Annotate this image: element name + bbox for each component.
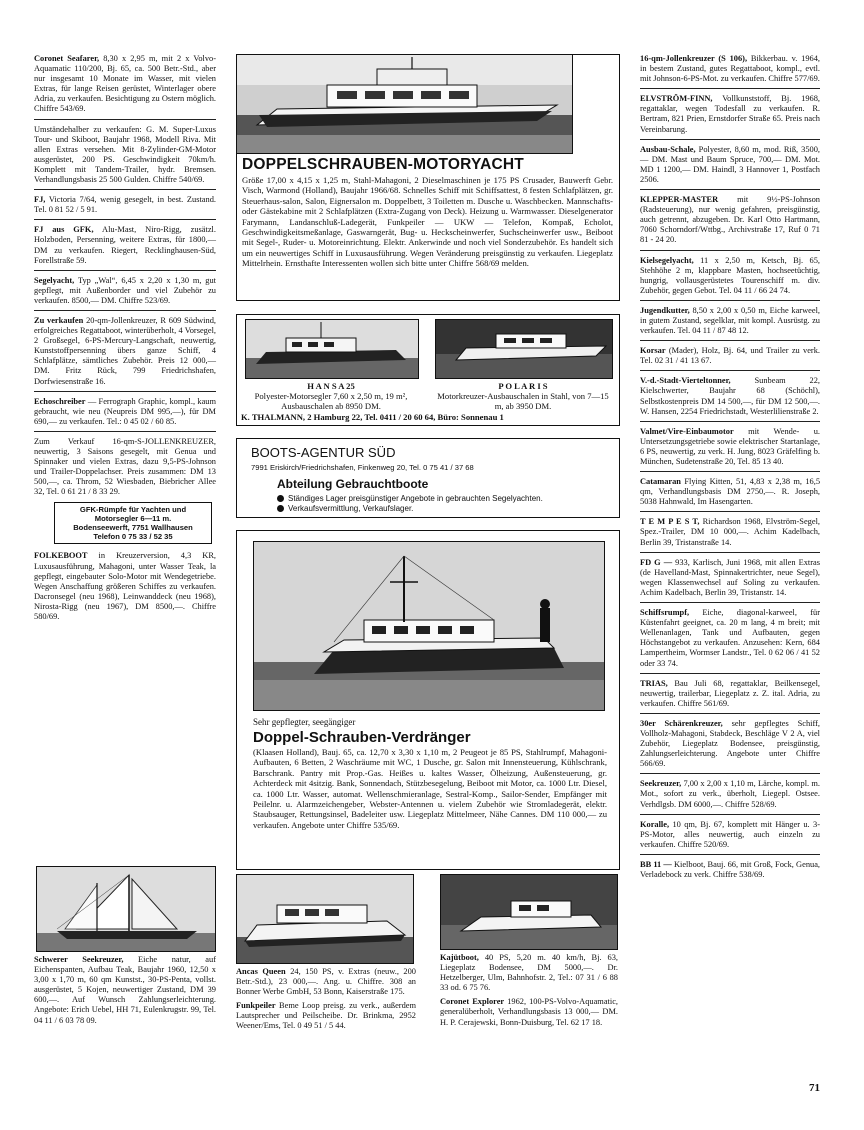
ad-divider xyxy=(34,270,216,271)
ad-divider xyxy=(640,421,820,422)
verdraenger-text: (Klaasen Holland), Bauj. 65, ca. 12,70 x 3,30 x 1,10 m, 2 Peugeot je 85 PS, Stahlrumpf, Mahagoni-Aufbauten, 6 Betten, 2 Waschräume mit WC, 1 Dusche, gr. Salon mit Innensteuerung, Kühlschrank, Barschrank. Pantry mit Prop.-Gas. Heißes u. kaltes Wasser, Ölheizung, Außensteuerung, gr. Achterdeck mit 4sitzig. Bank, Sonnendach, Stützbesegelung, Beiboot mit Motor, ca. 1000 Ltr. Diesel, ca. 1000 Ltr. Wasser, automat. Wellenschmieranlage, Sestral-Komp., Sailor-Sender, Empfänger mit Peilelnr. u. Alarmzeichengeber, Webster-Antennen u. vielem Zubehör wie Stromladegerät, elektr. Staubsauger, Rettungsinsel, Badeleiter usw. Liegeplatz Mittelmeer, Nähe Cannes. DM 110 000,— zu verkaufen. Angebote unter Chiffre 535/69. xyxy=(253,747,607,830)
boots-bullet-1 xyxy=(277,494,543,503)
coronet-explorer-body: 1962, 100-PS-Volvo-Aquamatic, generalüberholt, Verhandlungsbasis 13 000,— DM. H. P. Cerajewski, Bonn-Duisburg, Tel. 62 17 18. xyxy=(440,997,619,1027)
ad-title: Korsar xyxy=(640,346,666,356)
gfk-line1: GFK-Rümpfe für Yachten und xyxy=(79,505,187,515)
ancas-text xyxy=(236,967,416,997)
boots-bullet-2 xyxy=(277,504,413,513)
ancas-title: Ancas Queen xyxy=(236,967,286,976)
classified-ad xyxy=(34,316,216,387)
hansa-name: H A N S A 25 xyxy=(307,381,355,391)
ad-divider xyxy=(34,189,216,190)
kajuet-ad xyxy=(440,874,618,1032)
seekreuzer-title: Schwerer Seekreuzer, xyxy=(34,955,124,964)
ad-divider xyxy=(640,773,820,774)
classified-ad xyxy=(34,125,216,186)
classified-ad xyxy=(640,679,820,709)
ad-body: sehr gepflegtes Schiff, Vollholz-Mahagoni, Stabdeck, Beschläge V 2 A, viel Zubehör, Liegeplatz Bodensee, preisgünstig, Zahlungserleichterung. Angebote unter Chiffre 566/69. xyxy=(640,718,820,769)
bullet-icon xyxy=(277,505,284,512)
classified-ad xyxy=(640,719,820,769)
funkpeiler-title: Funkpeiler xyxy=(236,1001,276,1011)
ad-divider xyxy=(640,88,820,89)
ancas-body: 24, 150 PS, v. Extras (neuw., 200 Betr.-Std.), 23 000,—. Ang. u. Chiffre. 308 an Bonner Werbe GmbH, 53 Bonn, Kaiserstraße 175. xyxy=(236,967,416,997)
gfk-line2: Motorsegler 6—11 m. xyxy=(94,514,172,524)
left-ads-2 xyxy=(34,551,216,622)
gfk-line4: Telefon 0 75 33 / 52 35 xyxy=(93,532,173,542)
classified-ad xyxy=(640,860,820,880)
classified-ad xyxy=(640,517,820,547)
classified-ad xyxy=(640,195,820,245)
ad-body: mit Wende- u. Untersetzungsgetriebe sowie elektrischer Startanlage, 6 PS, neuwertig, zu verk. H. Jung, 8023 Gräfelfing b. München, Sudetenstraße 20, Tel. 85 13 40. xyxy=(640,426,820,466)
verdraenger-ad xyxy=(236,530,620,870)
classified-ad xyxy=(640,820,820,850)
ad-body: Zum Verkauf 16-qm-S-JOLLENKREUZER, neuwertig, 3 Saisons gesegelt, mit Genua und Spinnaker und vielen Extras, dazu 9,5-PS-Johnson und Trailer-Doppelachser. Preis zusammen: DM 13 500,—, ca. Throm, 52 Wiesbaden, Biebricher Allee 32, Tel. 0 61 21 / 8 33 29. xyxy=(34,436,216,497)
ad-body: 11 x 2,50 m, Ketsch, Bj. 65, Stehhöhe 2 m, klappbare Masten, hochseetüchtig, hungrig, vollausgerüstetes Tourenschiff m. div. Zubehör, gegen Gebot. Tel. 04 11 / 66 24 74. xyxy=(640,255,821,295)
ad-divider xyxy=(640,552,820,553)
classified-ad xyxy=(34,276,216,306)
verdraenger-headline: Doppel-Schrauben-Verdränger xyxy=(253,729,471,746)
ad-title: T E M P E S T, xyxy=(640,517,700,527)
ad-divider xyxy=(640,602,820,603)
left-column xyxy=(34,54,216,626)
funkpeiler-body: Beme Loop preisg. zu verk., außerdem Lautsprecher und Peilscheibe. Dr. Brinkma, 2952 Weener/Ems, Tel. 0 49 51 / 5 44. xyxy=(236,1001,417,1031)
gfk-box xyxy=(54,502,212,544)
ad-body: Alu-Mast, Niro-Rigg, zusätzl. Holzboden, Persenning, weitere Extras, für 1800,— DM zu verkaufen. Riegert, Recklinghausen-Süd, Forellstraße 59. xyxy=(34,225,216,265)
right-ads xyxy=(640,54,820,880)
classified-ad xyxy=(640,54,820,84)
boots-agentur-ad xyxy=(236,438,620,518)
ad-divider xyxy=(640,300,820,301)
motoryacht-ad xyxy=(236,54,620,301)
ad-title: BB 11 — xyxy=(640,859,672,869)
ad-title: Schiffsrumpf, xyxy=(640,608,690,618)
ad-body: Bau Juli 68, regattaklar, Beilkensegel, neuwertig, trailerbar, Liegeplatz z. Z. ital. Adria, zu verkaufen. Chiffre 561/69. xyxy=(640,678,820,708)
ad-body: Umständehalber zu verkaufen: G. M. Super-Luxus Tour- und Skiboot, Baujahr 1968, Modell Riva. Mit allen Extras versehen. Mit 8-Zylinder-GM-Motor ausgerüstet, 200 PS. Geschwindigkeit 70km/h. Komplett mit Tandem-Trailer, hydr. Bremsen. Verhandlungsbasis 25 500 Gulden. Chiffre 540/69. xyxy=(34,124,216,185)
ad-body: mit 9½-PS-Johnson (Radsteuerung), nur wenig gefahren, preisgünstig, auch getrennt, abzugeben. Dr. Karl Otto Hartmann, 7060 Schorndorf/Wttbg., Archivstraße 17, Ruf 0 71 81 - 24 20. xyxy=(640,195,820,245)
classified-ad xyxy=(34,54,216,115)
ad-title: Kielsegelyacht, xyxy=(640,255,694,265)
classified-ad xyxy=(34,225,216,265)
ad-title: TRIAS, xyxy=(640,678,668,688)
ad-title: V.-d.-Stadt-Vierteltonner, xyxy=(640,376,731,386)
classified-ad xyxy=(640,427,820,467)
coronet-explorer-text xyxy=(440,997,618,1027)
ad-divider xyxy=(34,119,216,120)
classified-ad xyxy=(640,779,820,809)
boots-title: BOOTS-AGENTUR SÜD xyxy=(251,445,396,460)
classified-ad xyxy=(34,437,216,498)
ad-title: Echoschreiber xyxy=(34,396,86,406)
classified-ad xyxy=(640,306,820,336)
classified-ad xyxy=(34,195,216,215)
classified-ad xyxy=(640,145,820,185)
seekreuzer-ad xyxy=(34,866,216,1030)
ad-title: Segelyacht, xyxy=(34,275,75,285)
polaris-text: Motorkreuzer-Ausbauschalen in Stahl, von 7—15 m, ab 3950 DM. xyxy=(437,391,609,411)
ad-body: Sunbeam 22, Kielschwerter, Baujahr 68 (Schöchl), Selbstkostenpreis DM 14 500,—, für DM 12 500,—. W. Hansen, 2254 Friedrichstadt, Westerlilienstraße 2. xyxy=(640,376,821,416)
ad-title: FJ, xyxy=(34,195,46,205)
ad-divider xyxy=(640,250,820,251)
classified-ad xyxy=(34,397,216,427)
ad-divider xyxy=(640,139,820,140)
thalmann-ad xyxy=(236,314,620,426)
boots-address: 7991 Eriskirch/Friedrichshafen, Finkenweg 20, Tel. 0 75 41 / 37 68 xyxy=(251,463,474,472)
ad-body: Typ „Wal“, 6,45 x 2,20 x 1,30 m, gut gepflegt, mit Außenborder und viel Zubehör zu verkaufen. 8500,— DM. Chiffre 523/69. xyxy=(34,275,216,305)
ad-body: Vollkunststoff, Bj. 1968, regattaklar, wegen Todesfall zu verkaufen. R. Bertram, 821 Prien, Ernstdorfer Straße 65. Preis nach Vereinbarung. xyxy=(640,94,820,134)
bullet-icon xyxy=(277,495,284,502)
ad-body: in Kreuzerversion, 4,3 KR, Luxusausführung, Mahagoni, unter Wasser Teak, la gepflegt, eingebauter Solo-Motor mit Wendegetriebe. Wegen Anschaffung größeren Schiffes zu verkaufen. Dacronsegel (neu 1968), Leinwanddeck (neu 1968), Nirosta-Rigg (neu 1967), DM 8500,—. Chiffre 580/69. xyxy=(34,551,216,622)
seekreuzer-body: Eiche natur, auf Eichenspanten, Aufbau Teak, Baujahr 1960, 12,50 x 3,00 x 1,70 m, 60 qm Kunstst., 30-PS-Penta, vollst. ausgerüstet, 5 Kojen, neuwertiger Zustand, DM 39 600,—. Auf Wunsch Zahlungserleichterung. Angebote: Erich Uebel, HH 71, Eulenkrugstr. 99, Tel. 04 11 / 6 03 78 09. xyxy=(34,955,216,1025)
verdraenger-photo xyxy=(253,541,605,711)
ad-divider xyxy=(640,370,820,371)
ad-body: Kielboot, Bauj. 66, mit Groß, Fock, Genua, Verladebock zu verk. Chiffre 538/69. xyxy=(640,859,820,879)
ad-body: 8,30 x 2,95 m, mit 2 x Volvo-Aquamatic 110/200, Bj. 65, ca. 500 Betr.-Std., aber nur insgesamt 10 Monate im Wasser, mit vielen Extras, für lange Reisen gerüstet, Winterlager obere Adria, zu verkaufen. Besichtigung zu Ostern möglich. Chiffre 543/69. xyxy=(34,54,216,114)
motoryacht-photo xyxy=(237,55,573,154)
ad-body: Eiche, diagonal-karweel, für Küstenfahrt geeignet, ca. 20 m lang, 4 m breit; mit Wellenanlagen, Tank und Aufbauten, gegen Höchstangebot zu verkaufen. Anzusehen: Kern, 684 Lampertheim, Wormser Landstr., Tel. 0 62 06 / 41 52 oder 33 74. xyxy=(640,608,820,668)
ad-body: — Ferrograph Graphic, kompl., kaum gebraucht, wie neu (Neupreis DM 995,—), für DM 690,— zu verkaufen. Tel.: 0 45 02 / 60 85. xyxy=(34,396,216,426)
hansa-photo xyxy=(245,319,419,379)
boots-subtitle: Abteilung Gebrauchtboote xyxy=(277,477,429,491)
ad-divider xyxy=(34,310,216,311)
polaris-photo xyxy=(435,319,613,379)
coronet-explorer-title: Coronet Explorer xyxy=(440,997,505,1007)
page-number: 71 xyxy=(809,1082,820,1094)
classified-ad xyxy=(640,558,820,598)
ad-body: Polyester, 8,60 m, mod. Riß, 3500,— DM. Mast und Baum Spruce, 700,— DM. Mot. MD 1 1200,— DM. Haindl, 3 Hannover 1, Postfach 2506. xyxy=(640,144,820,184)
ad-body: Flying Kitten, 51, 4,83 x 2,38 m, 16,5 qm, Verhandlungsbasis DM 2750,—. R. Joseph, 5038 Hahnwald, Im Hasengarten. xyxy=(640,477,821,507)
ad-title: Jugendkutter, xyxy=(640,305,690,315)
ad-body: 20-qm-Jollenkreuzer, R 609 Südwind, erfolgreiches Regattaboot, winterüberholt, 4 Vorsegel, 2 Großsegel, 6-PS-Mercury-Langschaft, neuwertig, Kunststoffpersenning übers ganze Schiff, 4 Schlafplätze, sämtliches Zubehör. Preis 12 000,— DM. Fritz Rück, 799 Friedrichshafen, Dorfwiesenstraße 16. xyxy=(34,315,216,386)
classified-ad xyxy=(640,477,820,507)
polaris-caption xyxy=(435,381,611,411)
ad-divider xyxy=(640,673,820,674)
ad-title: 16-qm-Jollenkreuzer (S 106), xyxy=(640,54,748,63)
ad-body: 7,00 x 2,00 x 1,10 m, Lärche, kompl. m. Mot., sofort zu verk., überholt, Liegepl. Ostsee. Verhdlgsb. DM 6000,—. Chiffre 528/69. xyxy=(640,779,821,809)
ad-body: 10 qm, Bj. 67, komplett mit Hänger u. 3-PS-Motor, alles neuwertig, auch einzeln zu verkaufen. Chiffre 520/69. xyxy=(640,819,821,849)
funkpeiler-text xyxy=(236,1001,416,1031)
seekreuzer-text xyxy=(34,955,216,1026)
ad-title: 30er Schärenkreuzer, xyxy=(640,718,723,728)
ad-divider xyxy=(34,391,216,392)
ad-divider xyxy=(640,854,820,855)
ad-divider xyxy=(640,340,820,341)
kajuet-text xyxy=(440,953,618,993)
ad-divider xyxy=(640,471,820,472)
ad-divider xyxy=(640,511,820,512)
motoryacht-text: Größe 17,00 x 4,15 x 1,25 m, Stahl-Mahagoni, 2 Dieselmaschinen je 175 PS Crusader, Bauwerft Gebr. Visch, Warmond (Holland), Baujahr 1966/68. Schnelles Schiff mit Schiffsattest, 8 festen Schlafplätzen, gr. Steuerhaus-salon, Salon, Eignersalon m. Doppelbett, 3 Toiletten m. Dusche u. Waschbecken. Mannschafts- oder Gästekabine mit 2 Schlafplätzen (Extra-Zugang von Deck). Heizung u. Warmwasser. Dieselgenerator Farymann, Landanschluß-Ladegerät, Funkpeiler — UKW — Telefon, Kompaß, Echolot, Geschwindigkeitsmeßanlage, Gaswarngerät, Bug- u. Heckscheinwerfer, Suchscheinwerfer usw., Beiboot mit Segel-, Ruder- u. Motoreinrichtung. Elektr. Ankerwinde und noch viel Sonderzubehör. Es handelt sich um ein neuwertiges Schiff in Luxusausführung. Wegen Veränderung preisgünstig zu verkaufen. Liegeplatz Mittelrhein. Ernsthafte Interessenten wollen sich bitte unter Chiffre 568/69 melden. xyxy=(242,175,613,269)
thalmann-contact: K. THALMANN, 2 Hamburg 22, Tel. 0411 / 20 60 64, Büro: Sonnenau 1 xyxy=(241,412,504,422)
ancas-ad xyxy=(236,874,416,1036)
ad-title: Catamaran xyxy=(640,477,681,487)
boots-bullet-1-text: Ständiges Lager preisgünstiger Angebote in gebrauchten Segelyachten. xyxy=(288,494,543,503)
ancas-photo xyxy=(236,874,414,964)
ad-title: Valmet/Vire-Einbaumotor xyxy=(640,426,734,436)
left-ads xyxy=(34,54,216,497)
ad-title: ELVSTRÖM-FINN, xyxy=(640,94,713,104)
ad-body: Bikkerbau. v. 1964, in bestem Zustand, gutes Regattaboot, kompl., evtl. mit Johnson-6-PS-Mot. zu verkaufen. Chiffre 577/69. xyxy=(640,54,821,84)
ad-title: KLEPPER-MASTER xyxy=(640,195,719,205)
classified-ad xyxy=(640,608,820,669)
ad-body: 933, Karlisch, Juni 1968, mit allen Extras (de Havelland-Mast, Spinnakertrichter, neue Segel), wegen Klassenwechsel auf Soling zu verkaufen. Achim Kadelbach, Berlin 39, Tristanstr. 14. xyxy=(640,557,820,597)
ad-divider xyxy=(34,431,216,432)
hansa-text: Polyester-Motorsegler 7,60 x 2,50 m, 19 m², Ausbauschalen ab 8950 DM. xyxy=(254,391,408,411)
kajuet-title: Kajütboot, xyxy=(440,953,479,962)
polaris-name: P O L A R I S xyxy=(498,381,548,391)
right-column xyxy=(640,54,820,884)
motoryacht-headline: DOPPELSCHRAUBEN-MOTORYACHT xyxy=(242,156,524,173)
classified-ad xyxy=(640,376,820,416)
ad-title: FD G — xyxy=(640,557,673,567)
ad-divider xyxy=(640,814,820,815)
ad-title: Zu verkaufen xyxy=(34,315,84,325)
ad-body: Victoria 7/64, wenig gesegelt, in best. Zustand. Tel. 0 81 52 / 5 91. xyxy=(34,195,216,215)
ad-title: FJ aus GFK, xyxy=(34,225,94,235)
ad-title: Koralle, xyxy=(640,819,670,829)
kajuet-photo xyxy=(440,874,618,950)
ad-title: FOLKEBOOT xyxy=(34,551,88,561)
ad-body: Richardson 1968, Elvström-Segel, Spez.-Trailer, DM 10 000,—. Achim Kadelbach, Berlin 39, Tristanstraße 14. xyxy=(640,517,821,547)
ad-title: Seekreuzer, xyxy=(640,779,682,789)
classified-ad xyxy=(640,256,820,296)
kajuet-body: 40 PS, 5,20 m. 40 km/h, Bj. 63, Liegeplatz Bodensee, DM 5000,—. Dr. Hetzelberger, Ulm, Bahnhofstr. 2, Tel.: 07 31 / 6 88 33 od. 6 75 76. xyxy=(440,953,618,993)
ad-body: (Mader), Holz, Bj. 64, und Trailer zu verk. Tel. 02 31 / 41 13 67. xyxy=(640,346,820,366)
sailboat-photo xyxy=(36,866,216,952)
ad-divider xyxy=(640,713,820,714)
classified-ad xyxy=(640,94,820,134)
ad-title: Coronet Seafarer, xyxy=(34,54,100,63)
ad-divider xyxy=(34,219,216,220)
gfk-line3: Bodenseewerft, 7751 Wallhausen xyxy=(73,523,193,533)
classified-ad xyxy=(34,551,216,622)
boots-bullet-2-text: Verkaufsvermittlung, Verkaufslager. xyxy=(288,504,414,513)
verdraenger-intro: Sehr gepflegter, seegängiger xyxy=(253,717,356,727)
ad-body: 8,50 x 2,00 x 0,50 m, Eiche karweel, in gutem Zustand, segelklar, mit kompl. Ausrüstg. zu verkaufen. Tel. 04 11 / 87 48 12. xyxy=(640,305,820,336)
ad-divider xyxy=(640,189,820,190)
hansa-caption xyxy=(245,381,417,411)
ad-title: Ausbau-Schale, xyxy=(640,144,696,154)
classified-ad xyxy=(640,346,820,366)
